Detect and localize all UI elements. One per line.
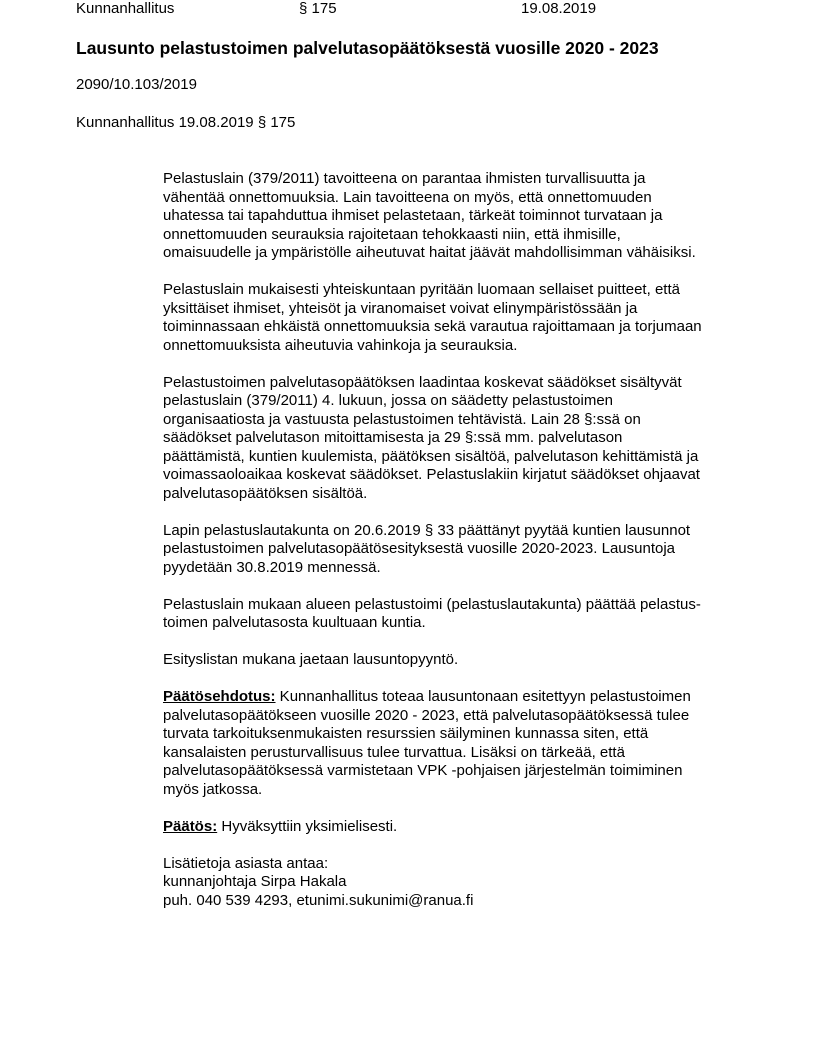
- proposal-label: Päätösehdotus:: [163, 688, 276, 705]
- decision-label: Päätös:: [163, 817, 218, 835]
- paragraph-lapland-request: Lapin pelastuslautakunta on 20.6.2019 § 33 päättänyt pyytää kuntien lausunnot pelastustoimen palvelutasopäätösesityksestä vuosille 2020-2023. Lausuntoja pyydetään 30.8.2019 mennessä.: [163, 521, 691, 576]
- case-number: 2090/10.103/2019: [76, 76, 197, 93]
- header-section: § 175: [299, 0, 337, 17]
- contact-phone-email: puh. 040 539 4293, etunimi.sukunimi@ranua.fi: [163, 891, 474, 909]
- header-body-name: Kunnanhallitus: [76, 0, 175, 17]
- paragraph-regulations: Pelastustoimen palvelutasopäätöksen laadintaa koskevat säädökset sisältyvät pelastuslain (379/2011) 4. lukuun, jossa on säädetty pelastustoimen organisaatiosta ja vastuusta pelastustoimen tehtävistä. Lain 28 §:ssä on säädökset palvelutason mitoittamisesta ja 29 §:ssä mm. palvelutason päättämistä, kuntien kuulemista, päätöksen sisältöä, palvelutason kehittämistä ja voimassaoloaikaa koskevat säädökset. Pelastuslakiin kirjatut säädökset ohjaavat palvelutasopäätöksen sisältöä.: [163, 373, 700, 502]
- document-title: Lausunto pelastustoimen palvelutasopäätöksestä vuosille 2020 - 2023: [76, 38, 659, 58]
- meeting-reference: Kunnanhallitus 19.08.2019 § 175: [76, 114, 296, 131]
- decision-text: Hyväksyttiin yksimielisesti.: [217, 817, 398, 835]
- paragraph-decision-authority: Pelastuslain mukaan alueen pelastustoimi (pelastuslautakunta) päättää pelastus- toimen palvelutasosta kuultuaan kuntia.: [163, 595, 701, 631]
- paragraph-purpose: Pelastuslain (379/2011) tavoitteena on parantaa ihmisten turvallisuutta ja vähentää onnettomuuksia. Lain tavoitteena on myös, että onnettomuuden uhatessa tai tapahduttua ihmiset pelastetaan, tärkeät toiminnot turvataan ja onnettomuuden seurauksia rajoitetaan tehokkaasti niin, että ihmisille, omaisuudelle ja ympäristölle aiheutuvat haitat jäävät mahdollisimman vähäisiksi.: [163, 170, 696, 261]
- contact-block: [163, 855, 753, 911]
- contact-intro: Lisätietoja asiasta antaa:: [163, 854, 329, 872]
- decision-section: [163, 818, 753, 837]
- proposal-section: [163, 688, 753, 799]
- header-date: 19.08.2019: [521, 0, 597, 17]
- paragraph-attachment: Esityslistan mukana jaetaan lausuntopyyntö.: [163, 651, 459, 668]
- document-body: [163, 170, 753, 910]
- paragraph-society: Pelastuslain mukaisesti yhteiskuntaan pyritään luomaan sellaiset puitteet, että yksittäiset ihmiset, yhteisöt ja viranomaiset voivat elinympäristössään ja toiminnassaan ehkäistä onnettomuuksia sekä varautua rajoittamaan ja torjumaan onnettomuuksista aiheutuvia vahinkoja ja seurauksia.: [163, 281, 702, 354]
- contact-person: kunnanjohtaja Sirpa Hakala: [163, 873, 347, 890]
- proposal-text: Kunnanhallitus toteaa lausuntonaan esitettyyn pelastustoimen palvelutasopäätökseen vuosille 2020 - 2023, että palvelutasopäätöksessä tulee turvata tarkoituksenmukaisten resurssien säilyminen kunnassa siten, että kansalaisten perusturvallisuus tulee turvattua. Lisäksi on tärkeää, että palvelutasopäätöksessä varmistetaan VPK -pohjaisen järjestelmän toimiminen myös jatkossa.: [163, 688, 691, 798]
